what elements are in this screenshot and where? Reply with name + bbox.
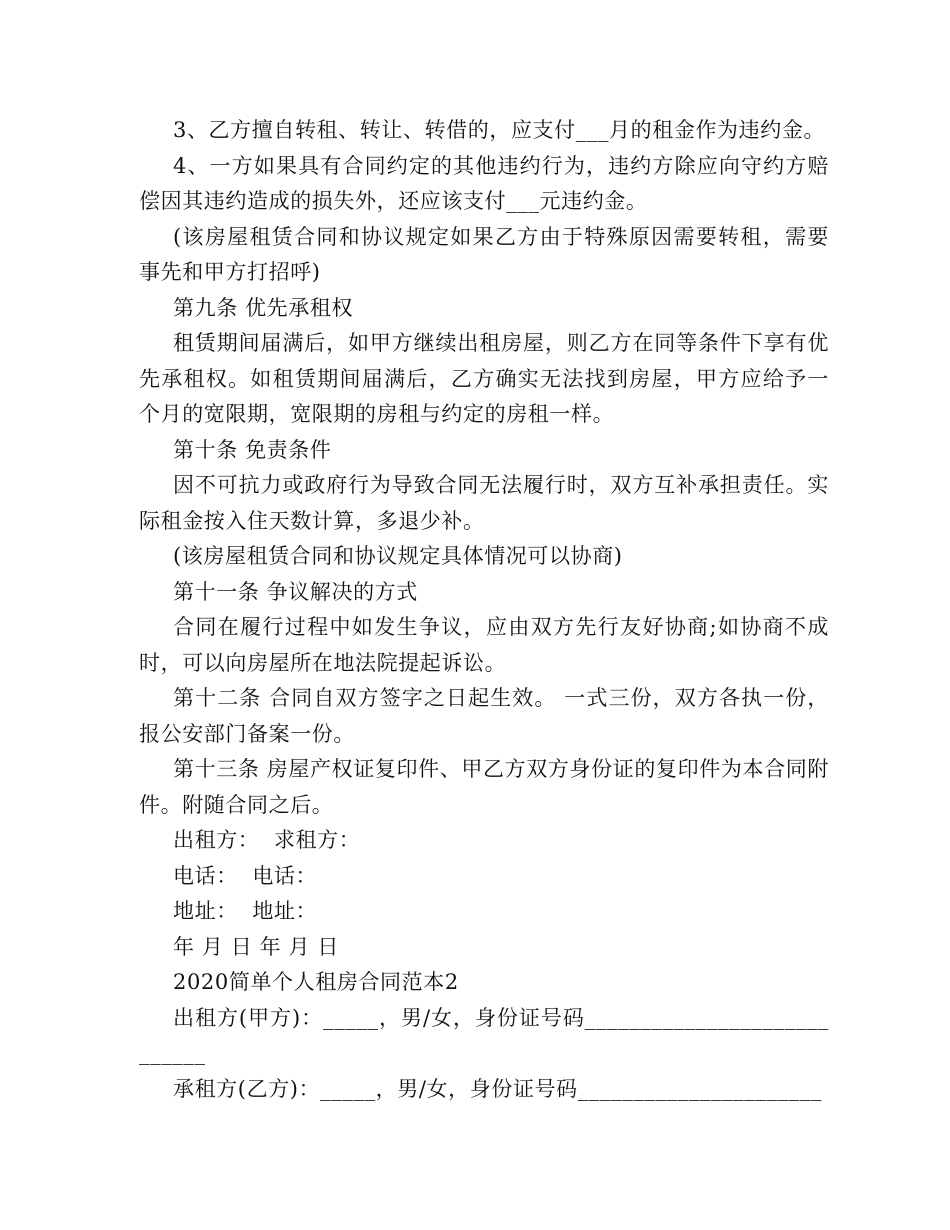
article-10-heading: 第十条 免责条件 — [173, 437, 332, 462]
article-9-body: 租赁期间届满后，如甲方继续出租房屋，则乙方在同等条件下享有优先承租权。如租赁期间届满后，乙方确实无法找到房屋，甲方应给予一个月的宽限期，宽限期的房租与约定的房租一样。 — [139, 331, 829, 426]
article-11-heading: 第十一条 争议解决的方式 — [173, 579, 418, 604]
article-12: 第十二条 合同自双方签字之日起生效。 一式三份，双方各执一份，报公安部门备案一份。 — [139, 686, 829, 746]
signature-parties: 出租方： 求租方： — [173, 828, 361, 852]
signature-dates: 年 月 日 年 月 日 — [173, 934, 339, 959]
article-9-heading: 第九条 优先承租权 — [173, 295, 354, 320]
negotiation-note: (该房屋租赁合同和协议规定具体情况可以协商) — [173, 544, 623, 568]
article-13: 第十三条 房屋产权证复印件、甲乙方双方身份证的复印件为本合同附件。附随合同之后。 — [139, 757, 829, 817]
document-body — [139, 113, 837, 1107]
signature-phones: 电话： 电话： — [173, 863, 318, 888]
signature-addresses: 地址： 地址： — [173, 899, 318, 923]
clause-item-4: 4、一方如果具有合同约定的其他违约行为，违约方除应向守约方赔偿因其违约造成的损失外，还应该支付___元违约金。 — [139, 153, 829, 213]
clause-item-3: 3、乙方擅自转租、转让、转借的，应支付___月的租金作为违约金。 — [173, 118, 826, 142]
article-10-body: 因不可抗力或政府行为导致合同无法履行时，双方互补承担责任。实际租金按入住天数计算，多退少补。 — [139, 473, 829, 533]
article-11-body: 合同在履行过程中如发生争议，应由双方先行友好协商;如协商不成时，可以向房屋所在地法院提起诉讼。 — [139, 615, 829, 675]
lessor-line: 出租方(甲方)：_____，男/女，身份证号码______________________ ______ — [139, 1005, 837, 1065]
template-2-title: 2020简单个人租房合同范本2 — [173, 970, 459, 994]
sublease-note: (该房屋租赁合同和协议规定如果乙方由于特殊原因需要转租，需要事先和甲方打招呼) — [139, 224, 829, 284]
lessee-line: 承租方(乙方)：_____，男/女，身份证号码______________________ — [173, 1076, 822, 1101]
